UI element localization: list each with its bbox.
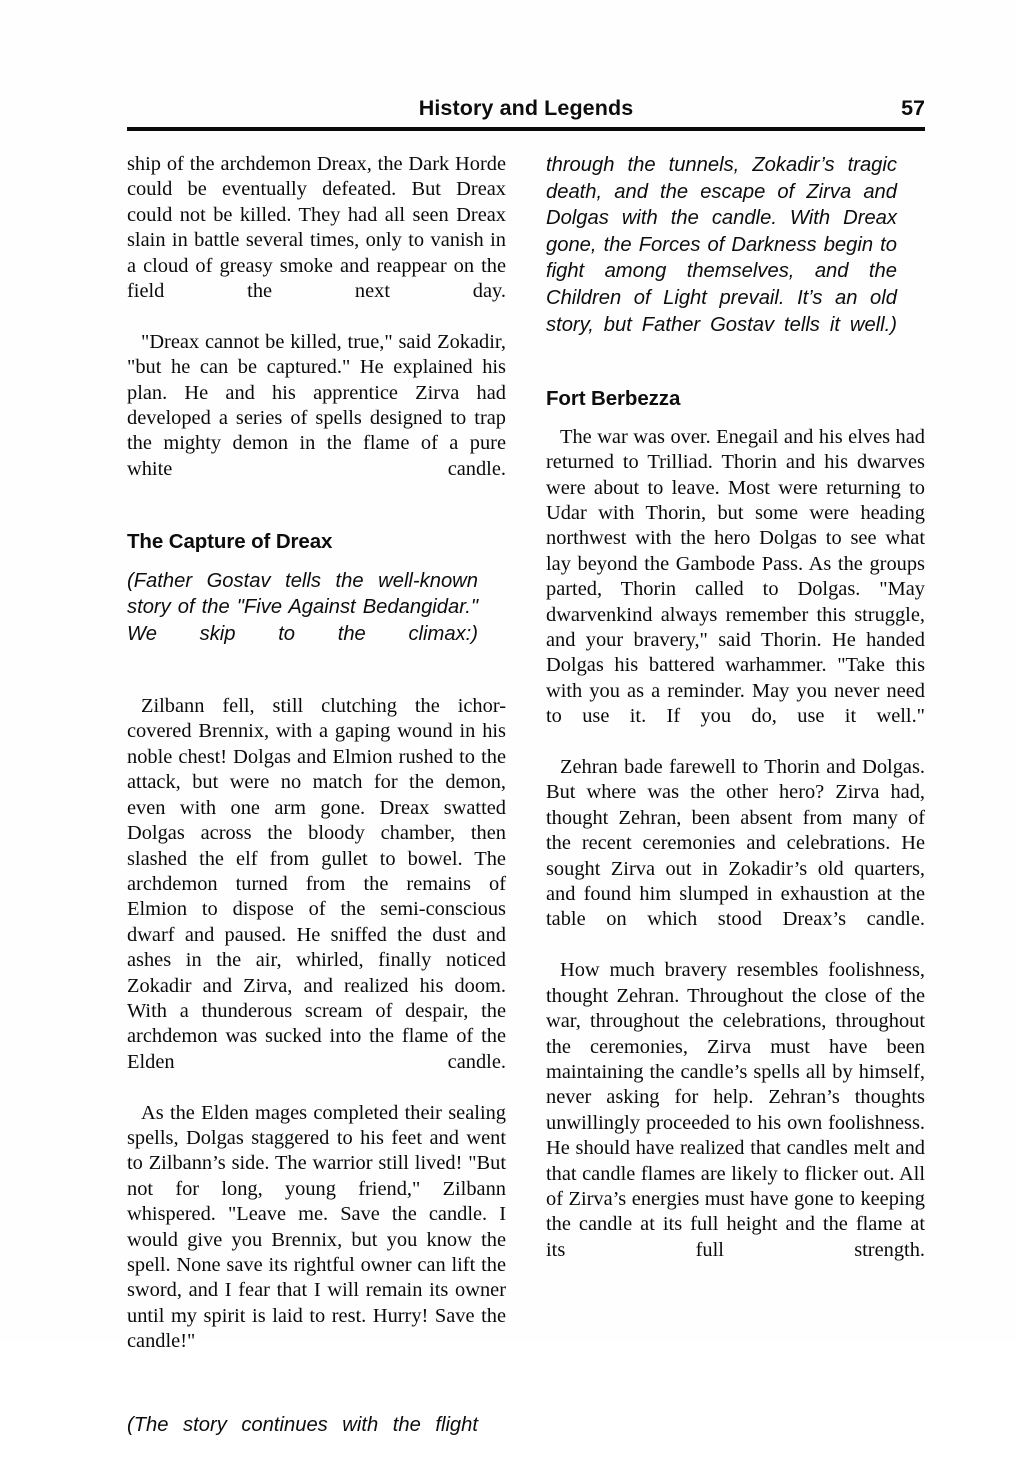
paragraph: ship of the archdemon Dreax, the Dark Horde could be eventually defeated. But Dreax could not be killed. They had all seen Dreax slain in battle several times, only to vanish in a cloud of greasy smoke and reappear on the field the next day. xyxy=(127,153,506,303)
right-column xyxy=(546,152,925,1302)
paragraph: As the Elden mages completed their sealing spells, Dolgas staggered to his feet and went to Zilbann’s side. The warrior still lived! "But not for long, young friend," Zilbann whispered. "Leave me. Save the candle. I would give you Brennix, but you know the spell. None save its rightful owner can lift the sword, and I fear that I will remain its owner until my spirit is laid to rest. Hurry! Save the candle!" xyxy=(127,1101,506,1353)
header-divider xyxy=(127,127,925,131)
page-number: 57 xyxy=(901,96,925,120)
paragraph: The war was over. Enegail and his elves had returned to Trilliad. Thorin and his dwarves were about to leave. Most were returning to Udar with Thorin, but some were heading northwest with the hero Dolgas to see what lay beyond the Gambode Pass. As the groups parted, Thorin called to Dolgas. "May dwarvenkind always remember this struggle, and your bravery," said Thorin. He handed Dolgas his battered warhammer. "Take this with you as a reminder. May you never need to use it. If you do, use it well." xyxy=(546,425,925,728)
spacer xyxy=(127,508,506,530)
left-column xyxy=(127,152,506,1437)
spacer xyxy=(546,365,925,387)
spacer xyxy=(127,674,506,694)
page-title: History and Legends xyxy=(418,96,634,120)
paragraph: How much bravery resembles foolishness, thought Zehran. Throughout the close of the war, throughout the celebrations, throughout the ceremonies, Zirva must have been maintaining the candle’s spells all by himself, never asking for help. Zehran’s thoughts unwillingly proceeded to his own foolishness. He should have realized that candles melt and that candle flames are likely to flicker out. All of Zirva’s energies must have gone to keeping the candle at its full height and the flame at its full strength. xyxy=(546,959,925,1261)
paragraph: Zehran bade farewell to Thorin and Dolgas. But where was the other hero? Zirva had, thought Zehran, been absent from many of the recent ceremonies and celebrations. He sought Zirva out in Zokadir’s old quarters, and found him slumped in exhaustion at the table on which stood Dreax’s candle. xyxy=(546,756,925,931)
editorial-aside-start: (The story continues with the flight xyxy=(127,1414,478,1437)
paragraph: Zilbann fell, still clutching the ichor-covered Brennix, with a gaping wound in his noble chest! Dolgas and Elmion rushed to the attack, but were no match for the demon, even with one arm gone. Dreax swatted Dolgas across the bloody chamber, then slashed the elf from gullet to bowel. The archdemon turned from the remains of Elmion to dispose of the semi-conscious dwarf and paused. He sniffed the dust and ashes in the air, whirled, finally noticed Zokadir and Zirva, and realized his doom. With a thunderous scream of despair, the archdemon was sucked into the flame of the Elden candle. xyxy=(127,695,506,1073)
editorial-aside: (Father Gostav tells the well-known story of the "Five Against Bedangidar." We skip to the climax:) xyxy=(127,569,478,645)
spacer xyxy=(127,554,506,568)
two-column-body xyxy=(127,152,925,1437)
spacer xyxy=(546,411,925,425)
editorial-aside-continued: through the tunnels, Zokadir’s tragic death, and the escape of Zirva and Dolgas with the candle. With Dreax gone, the Forces of Darkness begin to fight among themselves, and the Children of Light prevail. It’s an old story, but Father Gostav tells it well.) xyxy=(546,154,897,336)
section-heading-fort-berbezza: Fort Berbezza xyxy=(546,386,681,410)
section-heading-capture-of-dreax: The Capture of Dreax xyxy=(127,529,333,553)
paragraph: "Dreax cannot be killed, true," said Zokadir, "but he can be captured." He explained his plan. He and his apprentice Zirva had developed a series of spells designed to trap the mighty demon in the flame of a pure white candle. xyxy=(127,330,506,480)
running-header xyxy=(127,96,925,130)
spacer xyxy=(127,1380,506,1412)
